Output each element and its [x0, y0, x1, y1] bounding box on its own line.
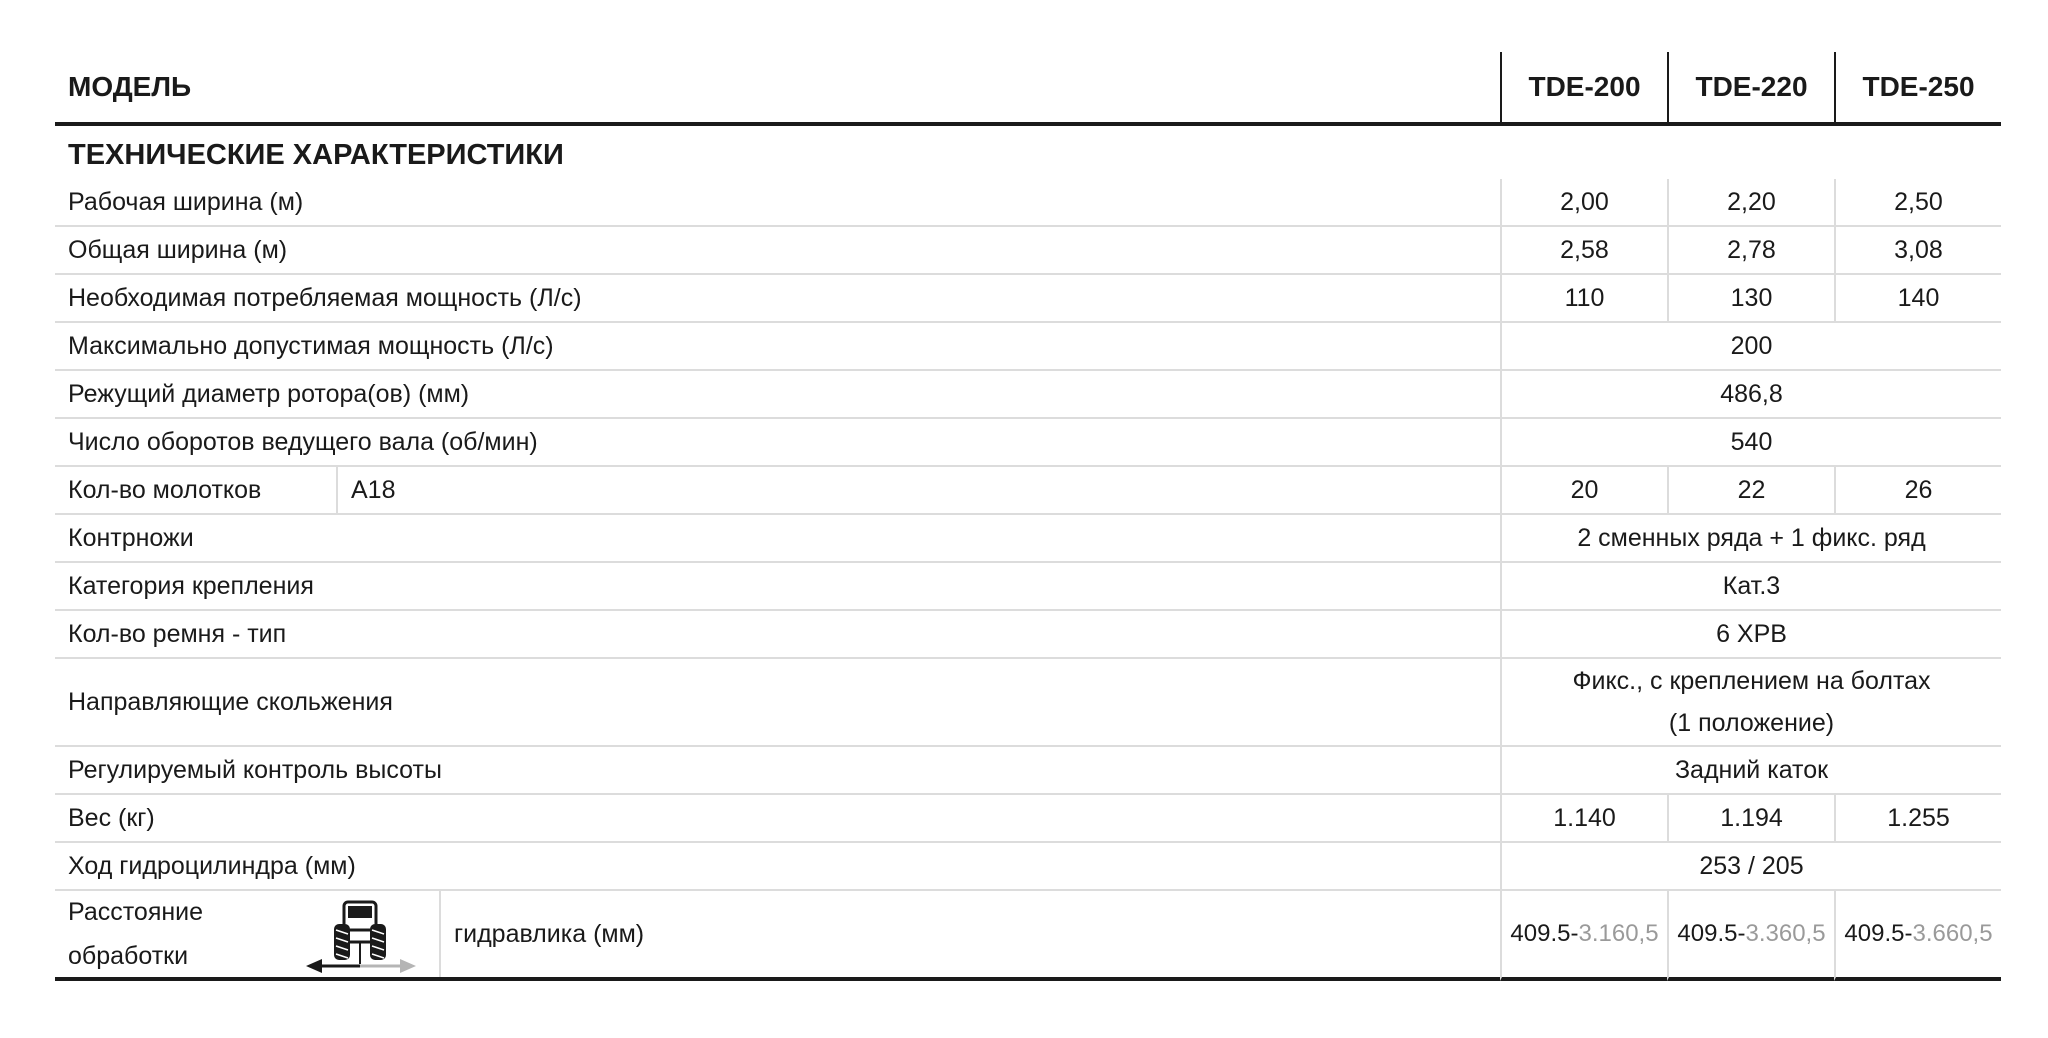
- row-value: 130: [1667, 275, 1834, 323]
- row-label: Необходимая потребляемая мощность (Л/с): [55, 275, 1500, 323]
- table-row: [55, 323, 2005, 371]
- row-label-cell: [55, 891, 1500, 981]
- row-label: Общая ширина (м): [55, 227, 1500, 275]
- row-value: 2,50: [1834, 179, 2001, 227]
- row-value-line: Фикс., с креплением на болтах: [1572, 667, 1931, 695]
- row-label: Ход гидроцилиндра (мм): [55, 843, 1500, 891]
- row-label: Рабочая ширина (м): [55, 179, 1500, 227]
- table-row: [55, 891, 2005, 981]
- row-label: Кол-во молотков: [68, 475, 262, 504]
- table-row: [55, 275, 2005, 323]
- row-value-cell: [1834, 891, 2001, 981]
- row-value: 2,78: [1667, 227, 1834, 275]
- table-row: [55, 371, 2005, 419]
- row-value-max: 3.660,5: [1912, 920, 1993, 947]
- row-label: Контрножи: [55, 515, 1500, 563]
- row-value-min: 409.5-: [1844, 920, 1913, 947]
- table-row: [55, 515, 2005, 563]
- row-sub-label: гидравлика (мм): [439, 891, 644, 977]
- row-value: 540: [1500, 419, 2001, 467]
- table-row: [55, 227, 2005, 275]
- row-label: Режущий диаметр ротора(ов) (мм): [55, 371, 1500, 419]
- table-row: [55, 467, 2005, 515]
- table-row: [55, 747, 2005, 795]
- row-value-min: 409.5-: [1677, 920, 1746, 947]
- table-row: [55, 659, 2005, 747]
- table-row: [55, 795, 2005, 843]
- row-value-min: 409.5-: [1510, 920, 1579, 947]
- row-label: Максимально допустимая мощность (Л/с): [55, 323, 1500, 371]
- row-label: Число оборотов ведущего вала (об/мин): [55, 419, 1500, 467]
- row-value-max: 3.160,5: [1578, 920, 1659, 947]
- row-sub-label: A18: [336, 467, 395, 513]
- row-value: Кат.3: [1500, 563, 2001, 611]
- row-value: 2,58: [1500, 227, 1667, 275]
- row-label-line: Расстояние: [68, 898, 204, 926]
- tractor-offset-icon: [284, 891, 439, 977]
- spec-table: [55, 52, 2005, 981]
- row-value: 26: [1834, 467, 2001, 515]
- row-label-line: обработки: [68, 942, 189, 970]
- row-value: 2,20: [1667, 179, 1834, 227]
- row-value: 200: [1500, 323, 2001, 371]
- row-value-line: (1 положение): [1668, 709, 1835, 737]
- row-value: 1.255: [1834, 795, 2001, 843]
- row-label: [55, 891, 284, 977]
- row-value: Задний каток: [1500, 747, 2001, 795]
- row-value-cell: [1500, 891, 1667, 981]
- row-value: 486,8: [1500, 371, 2001, 419]
- section-title: ТЕХНИЧЕСКИЕ ХАРАКТЕРИСТИКИ: [68, 139, 564, 171]
- header-model-tde-220: TDE-220: [1667, 52, 1834, 126]
- row-value: 6 XPB: [1500, 611, 2001, 659]
- row-label: Направляющие скольжения: [55, 659, 1500, 747]
- header-model-tde-250: TDE-250: [1834, 52, 2001, 126]
- table-row: [55, 843, 2005, 891]
- row-value-cell: [1667, 891, 1834, 981]
- row-value: 140: [1834, 275, 2001, 323]
- row-value-max: 3.360,5: [1745, 920, 1826, 947]
- row-value: 22: [1667, 467, 1834, 515]
- row-value: 110: [1500, 275, 1667, 323]
- row-value: 2 сменных ряда + 1 фикс. ряд: [1500, 515, 2001, 563]
- table-row: [55, 563, 2005, 611]
- header-model-label: МОДЕЛЬ: [55, 52, 1500, 126]
- row-label: Вес (кг): [55, 795, 1500, 843]
- row-label: Регулируемый контроль высоты: [55, 747, 1500, 795]
- row-value-cell: [1500, 659, 2001, 747]
- row-label: Категория крепления: [55, 563, 1500, 611]
- header-model-tde-200: TDE-200: [1500, 52, 1667, 126]
- table-row: [55, 179, 2005, 227]
- table-row: [55, 611, 2005, 659]
- section-title-filler: [1500, 126, 2001, 179]
- row-value: 20: [1500, 467, 1667, 515]
- row-label-cell: [55, 467, 1500, 515]
- table-row: [55, 419, 2005, 467]
- row-value: 1.194: [1667, 795, 1834, 843]
- row-value: 253 / 205: [1500, 843, 2001, 891]
- row-value: 3,08: [1834, 227, 2001, 275]
- row-label: Кол-во ремня - тип: [55, 611, 1500, 659]
- row-value: 1.140: [1500, 795, 1667, 843]
- row-value: 2,00: [1500, 179, 1667, 227]
